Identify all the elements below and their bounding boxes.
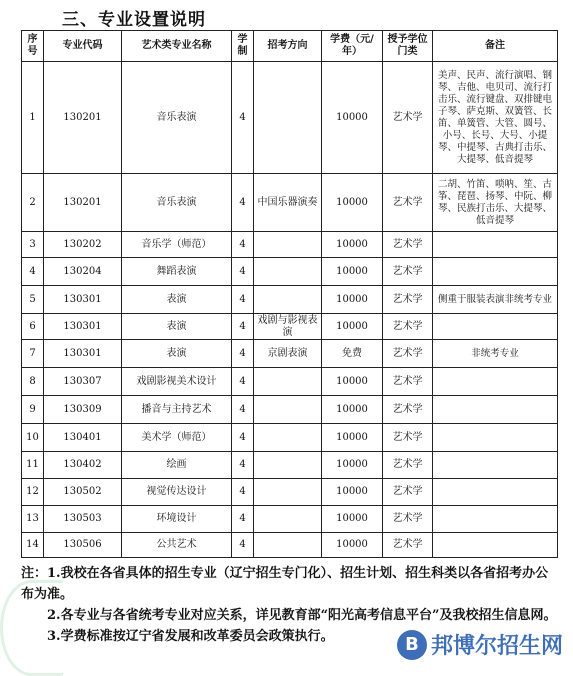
cell-name: 音乐学（师范） bbox=[122, 232, 232, 258]
cell-name: 播音与主持艺术 bbox=[122, 396, 232, 424]
cell-note: 非统考专业 bbox=[433, 340, 558, 368]
cell-fee: 10000 bbox=[322, 232, 383, 258]
cell-seq: 9 bbox=[22, 396, 44, 424]
header-name: 艺术类专业名称 bbox=[122, 31, 232, 62]
cell-fee: 10000 bbox=[322, 286, 383, 314]
table-row bbox=[22, 174, 558, 232]
header-seq: 序号 bbox=[22, 31, 44, 62]
watermark-logo-icon: B bbox=[397, 630, 427, 660]
cell-note bbox=[433, 479, 558, 506]
section-title: 三、专业设置说明 bbox=[62, 10, 206, 30]
cell-years: 4 bbox=[232, 533, 254, 558]
cell-note: 侧重于服装表演非统考专业 bbox=[433, 286, 558, 314]
cell-years: 4 bbox=[232, 424, 254, 452]
cell-fee: 10000 bbox=[322, 452, 383, 479]
table-row bbox=[22, 479, 558, 506]
cell-code: 130401 bbox=[44, 424, 122, 452]
cell-note: 美声、民声、流行演唱、钢琴、吉他、电贝司、流行打击乐、流行键盘、双排键电子琴、萨克斯、双簧管、长笛、单簧管、大管、圆号、小号、长号、大号、小提琴、中提琴、古典打击乐、大提琴、低音提琴 bbox=[433, 62, 558, 174]
cell-name: 戏剧影视美术设计 bbox=[122, 368, 232, 396]
cell-years: 4 bbox=[232, 286, 254, 314]
cell-degree: 艺术学 bbox=[383, 258, 433, 286]
cell-direction bbox=[254, 368, 322, 396]
cell-direction bbox=[254, 396, 322, 424]
cell-code: 130309 bbox=[44, 396, 122, 424]
cell-years: 4 bbox=[232, 479, 254, 506]
table-row bbox=[22, 314, 558, 340]
header-years: 学制 bbox=[232, 31, 254, 62]
cell-note: 二胡、竹笛、唢呐、笙、古筝、琵琶、扬琴、中阮、柳琴、民族打击乐、大提琴、低音提琴 bbox=[433, 174, 558, 232]
cell-code: 130506 bbox=[44, 533, 122, 558]
cell-direction bbox=[254, 424, 322, 452]
cell-degree: 艺术学 bbox=[383, 506, 433, 533]
cell-direction: 戏剧与影视表演 bbox=[254, 314, 322, 340]
cell-fee: 10000 bbox=[322, 258, 383, 286]
cell-name: 表演 bbox=[122, 286, 232, 314]
cell-years: 4 bbox=[232, 396, 254, 424]
table-row bbox=[22, 286, 558, 314]
cell-note bbox=[433, 314, 558, 340]
footnote-1: 注：1.我校在各省具体的招生专业（辽宁招生专门化）、招生计划、招生科类以各省招考办公布为准。 bbox=[21, 566, 549, 602]
cell-degree: 艺术学 bbox=[383, 174, 433, 232]
table-row bbox=[22, 62, 558, 174]
cell-fee: 10000 bbox=[322, 424, 383, 452]
cell-name: 环境设计 bbox=[122, 506, 232, 533]
watermark-text: 邦博尔招生网 bbox=[430, 634, 563, 659]
cell-seq: 13 bbox=[22, 506, 44, 533]
cell-fee: 10000 bbox=[322, 314, 383, 340]
cell-note bbox=[433, 533, 558, 558]
cell-code: 130307 bbox=[44, 368, 122, 396]
cell-direction bbox=[254, 232, 322, 258]
cell-fee: 10000 bbox=[322, 396, 383, 424]
cell-code: 130301 bbox=[44, 314, 122, 340]
cell-name: 公共艺术 bbox=[122, 533, 232, 558]
header-note: 备注 bbox=[433, 31, 558, 62]
cell-name: 音乐表演 bbox=[122, 62, 232, 174]
cell-degree: 艺术学 bbox=[383, 340, 433, 368]
table-header-row bbox=[22, 31, 558, 62]
cell-direction bbox=[254, 258, 322, 286]
cell-name: 舞蹈表演 bbox=[122, 258, 232, 286]
table-row bbox=[22, 452, 558, 479]
table-row bbox=[22, 424, 558, 452]
cell-years: 4 bbox=[232, 506, 254, 533]
cell-note bbox=[433, 396, 558, 424]
cell-years: 4 bbox=[232, 62, 254, 174]
cell-degree: 艺术学 bbox=[383, 314, 433, 340]
cell-seq: 1 bbox=[22, 62, 44, 174]
table-row bbox=[22, 506, 558, 533]
cell-direction bbox=[254, 62, 322, 174]
cell-direction bbox=[254, 533, 322, 558]
cell-degree: 艺术学 bbox=[383, 62, 433, 174]
cell-fee: 免费 bbox=[322, 340, 383, 368]
cell-code: 130301 bbox=[44, 286, 122, 314]
cell-years: 4 bbox=[232, 340, 254, 368]
cell-code: 130502 bbox=[44, 479, 122, 506]
header-code: 专业代码 bbox=[44, 31, 122, 62]
cell-name: 视觉传达设计 bbox=[122, 479, 232, 506]
cell-note bbox=[433, 368, 558, 396]
cell-direction bbox=[254, 286, 322, 314]
cell-years: 4 bbox=[232, 174, 254, 232]
cell-fee: 10000 bbox=[322, 506, 383, 533]
table-row bbox=[22, 368, 558, 396]
cell-seq: 3 bbox=[22, 232, 44, 258]
cell-note bbox=[433, 232, 558, 258]
cell-fee: 10000 bbox=[322, 533, 383, 558]
cell-degree: 艺术学 bbox=[383, 232, 433, 258]
cell-name: 绘画 bbox=[122, 452, 232, 479]
cell-code: 130201 bbox=[44, 174, 122, 232]
cell-code: 130503 bbox=[44, 506, 122, 533]
cell-code: 130402 bbox=[44, 452, 122, 479]
cell-name: 音乐表演 bbox=[122, 174, 232, 232]
cell-years: 4 bbox=[232, 452, 254, 479]
cell-years: 4 bbox=[232, 258, 254, 286]
cell-note bbox=[433, 452, 558, 479]
cell-years: 4 bbox=[232, 314, 254, 340]
cell-name: 表演 bbox=[122, 340, 232, 368]
cell-direction: 中国乐器演奏 bbox=[254, 174, 322, 232]
cell-seq: 7 bbox=[22, 340, 44, 368]
table-row bbox=[22, 396, 558, 424]
header-degree: 授予学位门类 bbox=[383, 31, 433, 62]
cell-degree: 艺术学 bbox=[383, 424, 433, 452]
cell-code: 130301 bbox=[44, 340, 122, 368]
cell-seq: 2 bbox=[22, 174, 44, 232]
cell-direction bbox=[254, 452, 322, 479]
table-row bbox=[22, 340, 558, 368]
cell-years: 4 bbox=[232, 232, 254, 258]
cell-degree: 艺术学 bbox=[383, 479, 433, 506]
cell-direction: 京剧表演 bbox=[254, 340, 322, 368]
cell-years: 4 bbox=[232, 368, 254, 396]
cell-fee: 10000 bbox=[322, 479, 383, 506]
cell-fee: 10000 bbox=[322, 368, 383, 396]
cell-note bbox=[433, 258, 558, 286]
watermark bbox=[397, 629, 563, 660]
cell-fee: 10000 bbox=[322, 62, 383, 174]
table-row bbox=[22, 258, 558, 286]
header-direction: 招考方向 bbox=[254, 31, 322, 62]
cell-fee: 10000 bbox=[322, 174, 383, 232]
major-table bbox=[21, 30, 558, 558]
cell-seq: 12 bbox=[22, 479, 44, 506]
cell-seq: 6 bbox=[22, 314, 44, 340]
cell-name: 表演 bbox=[122, 314, 232, 340]
cell-degree: 艺术学 bbox=[383, 533, 433, 558]
cell-direction bbox=[254, 506, 322, 533]
cell-note bbox=[433, 424, 558, 452]
cell-direction bbox=[254, 479, 322, 506]
table-row bbox=[22, 232, 558, 258]
header-fee: 学费（元/年） bbox=[322, 31, 383, 62]
cell-seq: 4 bbox=[22, 258, 44, 286]
cell-note bbox=[433, 506, 558, 533]
cell-seq: 8 bbox=[22, 368, 44, 396]
cell-code: 130202 bbox=[44, 232, 122, 258]
footnote-2: 2.各专业与各省统考专业对应关系，详见教育部“阳光高考信息平台”及我校招生信息网。 bbox=[47, 608, 557, 623]
cell-code: 130204 bbox=[44, 258, 122, 286]
cell-degree: 艺术学 bbox=[383, 286, 433, 314]
cell-name: 美术学（师范） bbox=[122, 424, 232, 452]
cell-seq: 5 bbox=[22, 286, 44, 314]
footnote-3: 3.学费标准按辽宁省发展和改革委员会政策执行。 bbox=[47, 629, 334, 644]
cell-seq: 10 bbox=[22, 424, 44, 452]
cell-seq: 11 bbox=[22, 452, 44, 479]
cell-degree: 艺术学 bbox=[383, 368, 433, 396]
table-row bbox=[22, 533, 558, 558]
cell-degree: 艺术学 bbox=[383, 452, 433, 479]
cell-seq: 14 bbox=[22, 533, 44, 558]
cell-degree: 艺术学 bbox=[383, 396, 433, 424]
cell-code: 130201 bbox=[44, 62, 122, 174]
